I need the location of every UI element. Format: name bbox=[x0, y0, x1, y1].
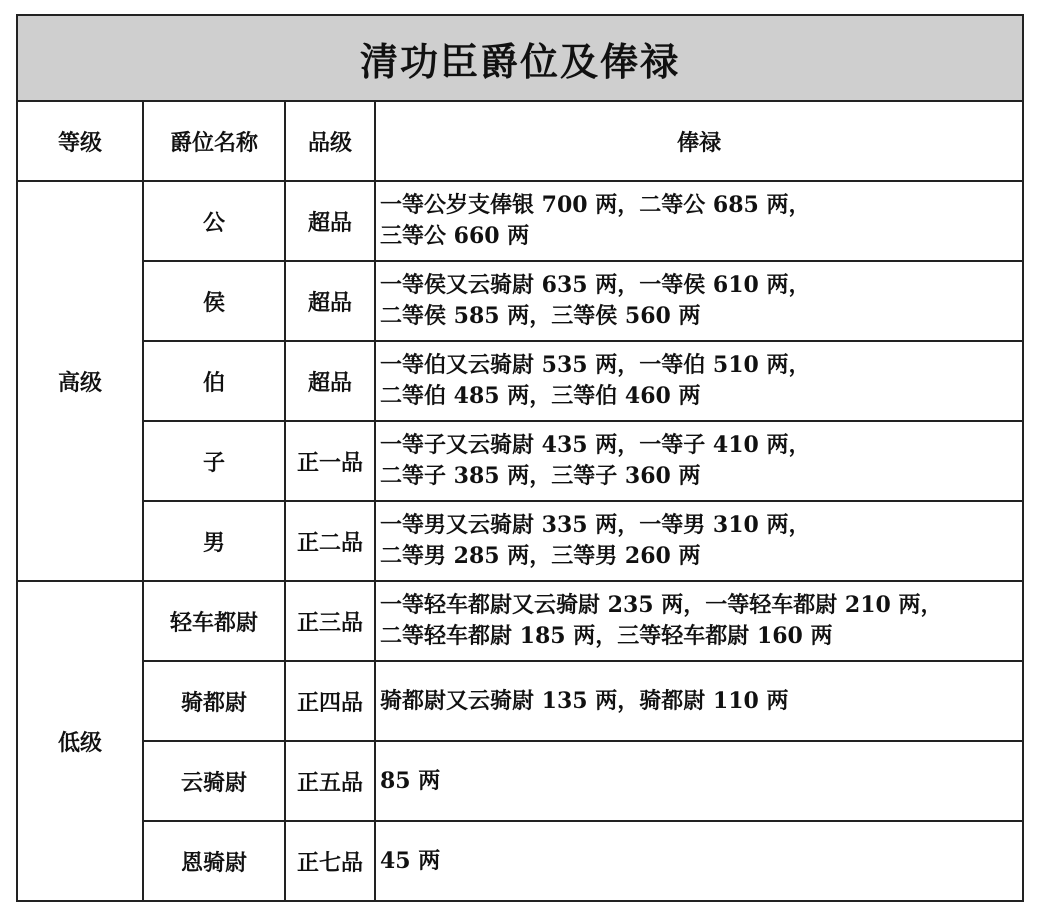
salary-cell bbox=[375, 821, 1023, 901]
rank-name-cell: 伯 bbox=[143, 341, 285, 421]
salary-line: 二等男 285 两，三等男 260 两 bbox=[380, 543, 701, 569]
official-rank-cell: 正五品 bbox=[285, 741, 375, 821]
salary-cell bbox=[375, 181, 1023, 261]
group-high: 高级 bbox=[17, 181, 143, 581]
official-rank-cell: 正七品 bbox=[285, 821, 375, 901]
official-rank-cell: 超品 bbox=[285, 341, 375, 421]
salary-line: 85 两 bbox=[380, 767, 441, 794]
header-salary: 俸禄 bbox=[375, 101, 1023, 181]
rank-name-cell: 轻车都尉 bbox=[143, 581, 285, 661]
table-row bbox=[17, 581, 1023, 661]
salary-line: 一等伯又云骑尉 535 两，一等伯 510 两， bbox=[380, 352, 811, 378]
salary-line: 45 两 bbox=[380, 847, 441, 874]
table-row bbox=[17, 741, 1023, 821]
table-row bbox=[17, 501, 1023, 581]
header-official-rank: 品级 bbox=[285, 101, 375, 181]
salary-line: 三等公 660 两 bbox=[380, 223, 530, 249]
salary-line: 骑都尉又云骑尉 135 两，骑都尉 110 两 bbox=[380, 687, 789, 714]
salary-cell bbox=[375, 261, 1023, 341]
official-rank-cell: 超品 bbox=[285, 181, 375, 261]
group-low: 低级 bbox=[17, 581, 143, 901]
salary-cell bbox=[375, 421, 1023, 501]
official-rank-cell: 正四品 bbox=[285, 661, 375, 741]
salary-cell bbox=[375, 341, 1023, 421]
rank-name-cell: 男 bbox=[143, 501, 285, 581]
rank-name-cell: 侯 bbox=[143, 261, 285, 341]
table-row bbox=[17, 821, 1023, 901]
rank-name-cell: 子 bbox=[143, 421, 285, 501]
table-title: 清功臣爵位及俸禄 bbox=[17, 15, 1023, 101]
salary-line: 二等轻车都尉 185 两，三等轻车都尉 160 两 bbox=[380, 623, 833, 649]
rank-name-cell: 骑都尉 bbox=[143, 661, 285, 741]
table-row bbox=[17, 261, 1023, 341]
rank-name-cell: 公 bbox=[143, 181, 285, 261]
salary-cell bbox=[375, 501, 1023, 581]
table-row bbox=[17, 341, 1023, 421]
nobility-salary-table bbox=[16, 14, 1024, 902]
salary-cell bbox=[375, 581, 1023, 661]
salary-cell bbox=[375, 661, 1023, 741]
rank-name-cell: 云骑尉 bbox=[143, 741, 285, 821]
salary-line: 一等子又云骑尉 435 两，一等子 410 两， bbox=[380, 432, 811, 458]
salary-line: 二等子 385 两，三等子 360 两 bbox=[380, 463, 701, 489]
table-row bbox=[17, 661, 1023, 741]
salary-line: 一等侯又云骑尉 635 两，一等侯 610 两， bbox=[380, 272, 811, 298]
official-rank-cell: 正二品 bbox=[285, 501, 375, 581]
salary-line: 二等伯 485 两，三等伯 460 两 bbox=[380, 383, 701, 409]
official-rank-cell: 正三品 bbox=[285, 581, 375, 661]
header-grade: 等级 bbox=[17, 101, 143, 181]
salary-line: 二等侯 585 两，三等侯 560 两 bbox=[380, 303, 701, 329]
salary-line: 一等公岁支俸银 700 两，二等公 685 两， bbox=[380, 192, 811, 218]
header-rank-name: 爵位名称 bbox=[143, 101, 285, 181]
salary-line: 一等轻车都尉又云骑尉 235 两，一等轻车都尉 210 两， bbox=[380, 592, 943, 618]
table-row bbox=[17, 421, 1023, 501]
rank-name-cell: 恩骑尉 bbox=[143, 821, 285, 901]
official-rank-cell: 正一品 bbox=[285, 421, 375, 501]
salary-line: 一等男又云骑尉 335 两，一等男 310 两， bbox=[380, 512, 811, 538]
official-rank-cell: 超品 bbox=[285, 261, 375, 341]
table-row bbox=[17, 181, 1023, 261]
header-row bbox=[17, 101, 1023, 181]
salary-cell bbox=[375, 741, 1023, 821]
